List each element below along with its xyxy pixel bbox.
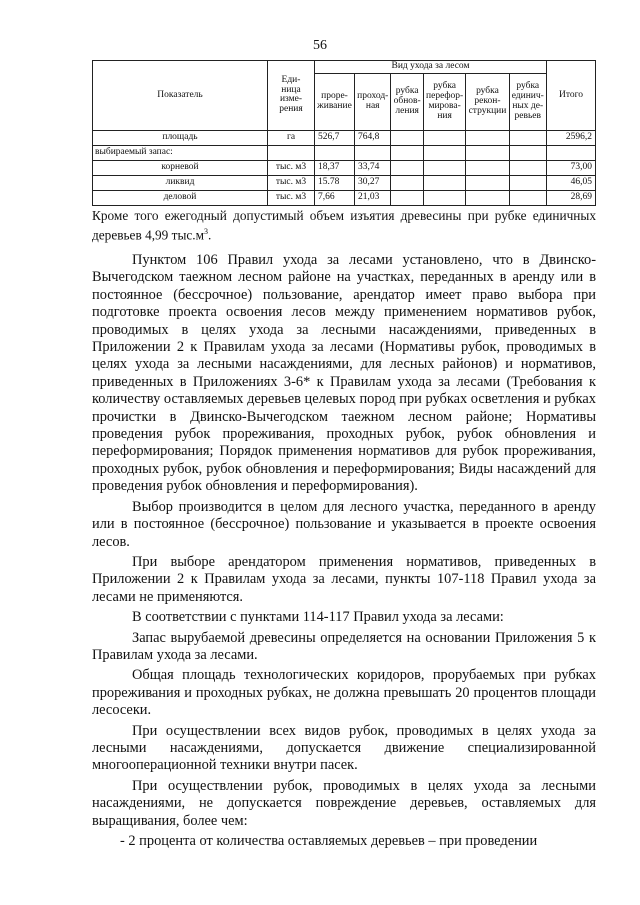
col-header-reforming: рубка перефор- мирова- ния [423,73,466,130]
row-total: 73,00 [547,160,596,175]
paragraph: При выборе арендатором применения нормативов, приведенных в Приложении 2 к Правилам ухода за лесами, пункты 107-118 Правил ухода за лесами не применяются. [92,553,596,605]
col-header-unit: Еди- ница изме- рения [268,61,315,131]
empty-cell [423,190,466,205]
row-total: 46,05 [547,175,596,190]
row-unit: тыс. м3 [268,175,315,190]
row-value-thinning: 526,7 [315,130,355,145]
empty-cell [509,145,546,160]
harvest-table [92,60,596,206]
empty-cell [354,145,391,160]
table-row [93,190,596,205]
empty-cell [509,130,546,145]
col-header-group: Вид ухода за лесом [315,61,547,74]
empty-cell [423,145,466,160]
table-note-end: . [208,227,212,243]
row-unit: тыс. м3 [268,190,315,205]
row-label: корневой [93,160,268,175]
row-value-passage: 33,74 [354,160,391,175]
paragraph: В соответствии с пунктами 114-117 Правил ухода за лесами: [132,609,504,626]
empty-cell [391,145,423,160]
empty-cell [391,130,423,145]
paragraph: При осуществлении всех видов рубок, проводимых в целях ухода за лесными насаждениями, допускается движение специализированной многооперационной техники внутри пасек. [92,722,596,774]
empty-cell [466,130,509,145]
empty-cell [466,160,509,175]
row-value-passage: 30,27 [354,175,391,190]
row-value-thinning: 7,66 [315,190,355,205]
row-label: деловой [93,190,268,205]
page-number: 56 [313,38,327,53]
row-value-passage: 764,8 [354,130,391,145]
paragraph: При осуществлении рубок, проводимых в целях ухода за лесными насаждениями, не допускается повреждение деревьев, оставляемых для выращивания, более чем: [92,777,596,829]
row-label: площадь [93,130,268,145]
empty-cell [391,175,423,190]
col-header-reconstruction: рубка рекон- струкции [466,73,509,130]
table-row [93,160,596,175]
row-label: ликвид [93,175,268,190]
empty-cell [466,145,509,160]
row-value-passage: 21,03 [354,190,391,205]
table-note [92,208,596,243]
empty-cell [391,190,423,205]
col-header-renewal: рубка обнов- ления [391,73,423,130]
table-note-text: Кроме того ежегодный допустимый объем изъятия древесины при рубке единичных деревьев 4,99 тыс.м [92,208,596,243]
empty-cell [509,175,546,190]
row-value-thinning: 18,37 [315,160,355,175]
list-item: - 2 процента от количества оставляемых деревьев – при проведении [120,833,538,849]
table-row [93,145,596,160]
empty-cell [423,175,466,190]
paragraph: Выбор производится в целом для лесного участка, переданного в аренду или в постоянное (бессрочное) пользование и указывается в проекте освоения лесов. [92,498,596,550]
col-header-passage: проход- ная [354,73,391,130]
empty-cell [509,160,546,175]
row-unit: га [268,130,315,145]
empty-cell [466,175,509,190]
col-header-total: Итого [547,61,596,131]
row-label: выбираемый запас: [93,145,268,160]
empty-cell [315,145,355,160]
col-header-single-trees: рубка единич- ных де- ревьев [509,73,546,130]
table-header-row [93,61,596,74]
row-value-thinning: 15.78 [315,175,355,190]
table-row [93,130,596,145]
empty-cell [423,130,466,145]
row-total: 2596,2 [547,130,596,145]
table-row [93,175,596,190]
empty-cell [391,160,423,175]
paragraph: Запас вырубаемой древесины определяется на основании Приложения 5 к Правилам ухода за лесами. [92,629,596,663]
empty-cell [509,190,546,205]
empty-cell [466,190,509,205]
row-total: 28,69 [547,190,596,205]
col-header-thinning: проре- живание [315,73,355,130]
paragraph: Пунктом 106 Правил ухода за лесами установлено, что в Двинско-Вычегодском таежном лесном районе на участках, переданных в аренду или в постоянное (бессрочное) пользование, арендатор имеет право выбора при подготовке проекта освоения лесов между применением нормативов рубок, проводимых в целях ухода за лесными насаждениями, приведенных в Приложении 2 к Правилам ухода за лесами (Нормативы рубок, проводимых в целях ухода за лесными насаждениями, для лесных районов) и нормативов, приведенных в Приложениях 3-6* к Правилам ухода за лесами (Требования к количеству оставляемых деревьев целевых пород при рубках осветления и рубках прочистки в Двинско-Вычегодском таежном лесном районе; Нормативы проведения рубок прореживания, проходных рубок, рубок обновления и переформирования; Порядок применения нормативов для рубок прореживания, проходных рубок, рубок обновления и переформирования; Виды насаждений для проведения рубок обновления и переформирования). [92,252,596,495]
empty-cell [547,145,596,160]
empty-cell [423,160,466,175]
col-header-indicator: Показатель [93,61,268,131]
body-text [92,252,596,853]
row-unit: тыс. м3 [268,160,315,175]
row-unit [268,145,315,160]
table-note-superscript: 3 [204,227,209,236]
paragraph: Общая площадь технологических коридоров, прорубаемых при рубках прореживания и проходных рубках, не должна превышать 20 процентов площади лесосеки. [92,667,596,719]
